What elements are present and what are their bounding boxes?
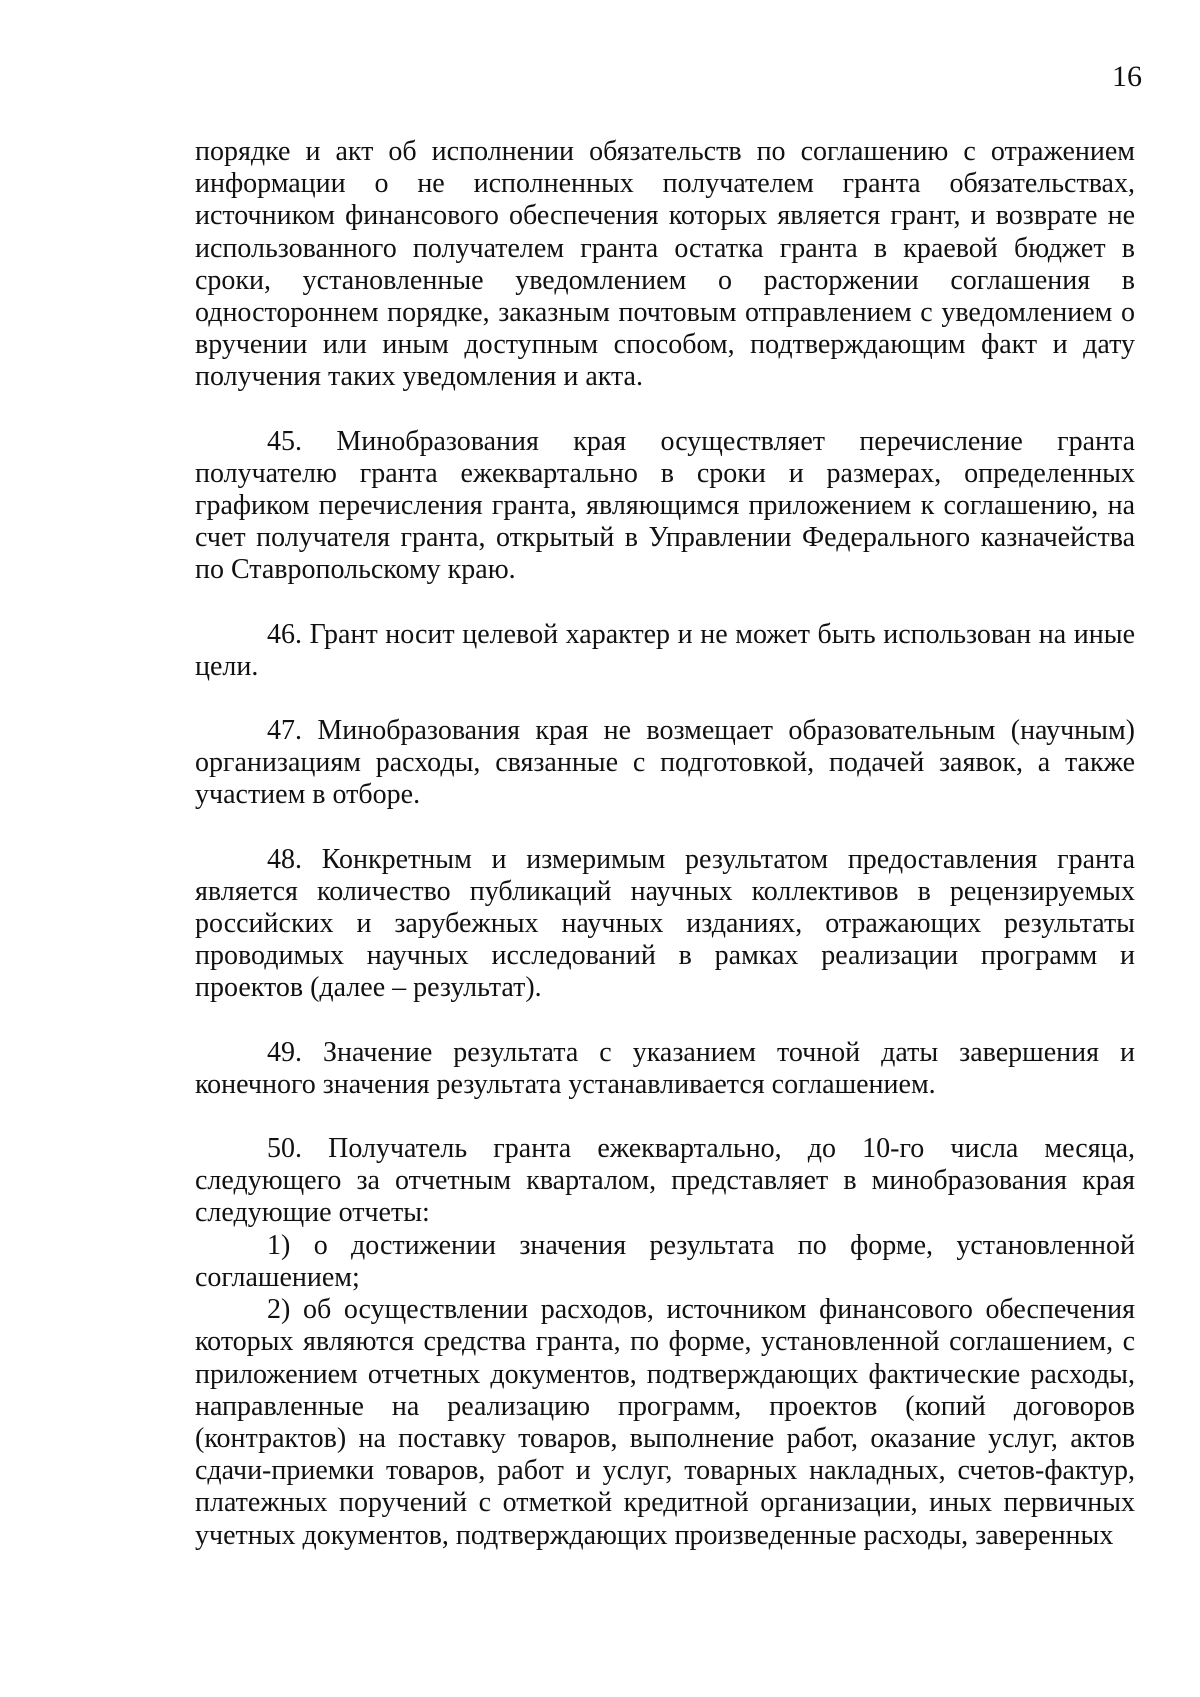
paragraph-50-item-2: 2) об осуществлении расходов, источником финансового обеспечения которых являются средства гранта, по форме, установленной соглашением, с приложением отчетных документов, подтверждающих фактические расходы, направленные на реализацию программ, проектов (копий договоров (контрактов) на поставку товаров, выполнение работ, оказание услуг, актов сдачи-приемки товаров, работ и услуг, товарных накладных, счетов-фактур, платежных поручений с отметкой кредитной организации, иных первичных учетных документов, подтверждающих произведенные расходы, заверенных — [195, 1294, 1135, 1551]
paragraph-49: 49. Значение результата с указанием точной даты завершения и конечного значения результата устанавливается соглашением. — [195, 1036, 1135, 1100]
paragraph-continuation: порядке и акт об исполнении обязательств по соглашению с отражением информации о не исполненных получателем гранта обязательствах, источником финансового обеспечения которых является грант, и возврате не использованного получателем гранта остатка гранта в краевой бюджет в сроки, установленные уведомлением о расторжении соглашения в одностороннем порядке, заказным почтовым отправлением с уведомлением о вручении или иным доступным способом, подтверждающим факт и дату получения таких уведомления и акта. — [195, 136, 1135, 393]
paragraph-46: 46. Грант носит целевой характер и не может быть использован на иные цели. — [195, 618, 1135, 682]
page-number: 16 — [1112, 60, 1142, 93]
paragraph-48: 48. Конкретным и измеримым результатом предоставления гранта является количество публикаций научных коллективов в рецензируемых российских и зарубежных научных изданиях, отражающих результаты проводимых научных исследований в рамках реализации программ и проектов (далее – результат). — [195, 843, 1135, 1004]
document-body — [195, 136, 1135, 1552]
paragraph-50-item-1: 1) о достижении значения результата по форме, установленной соглашением; — [195, 1229, 1135, 1293]
paragraph-45: 45. Минобразования края осуществляет перечисление гранта получателю гранта ежеквартально в сроки и размерах, определенных графиком перечисления гранта, являющимся приложением к соглашению, на счет получателя гранта, открытый в Управлении Федерального казначейства по Ставропольскому краю. — [195, 425, 1135, 586]
paragraph-50: 50. Получатель гранта ежеквартально, до 10-го числа месяца, следующего за отчетным кварталом, представляет в минобразования края следующие отчеты: — [195, 1133, 1135, 1229]
paragraph-47: 47. Минобразования края не возмещает образовательным (научным) организациям расходы, связанные с подготовкой, подачей заявок, а также участием в отборе. — [195, 715, 1135, 811]
